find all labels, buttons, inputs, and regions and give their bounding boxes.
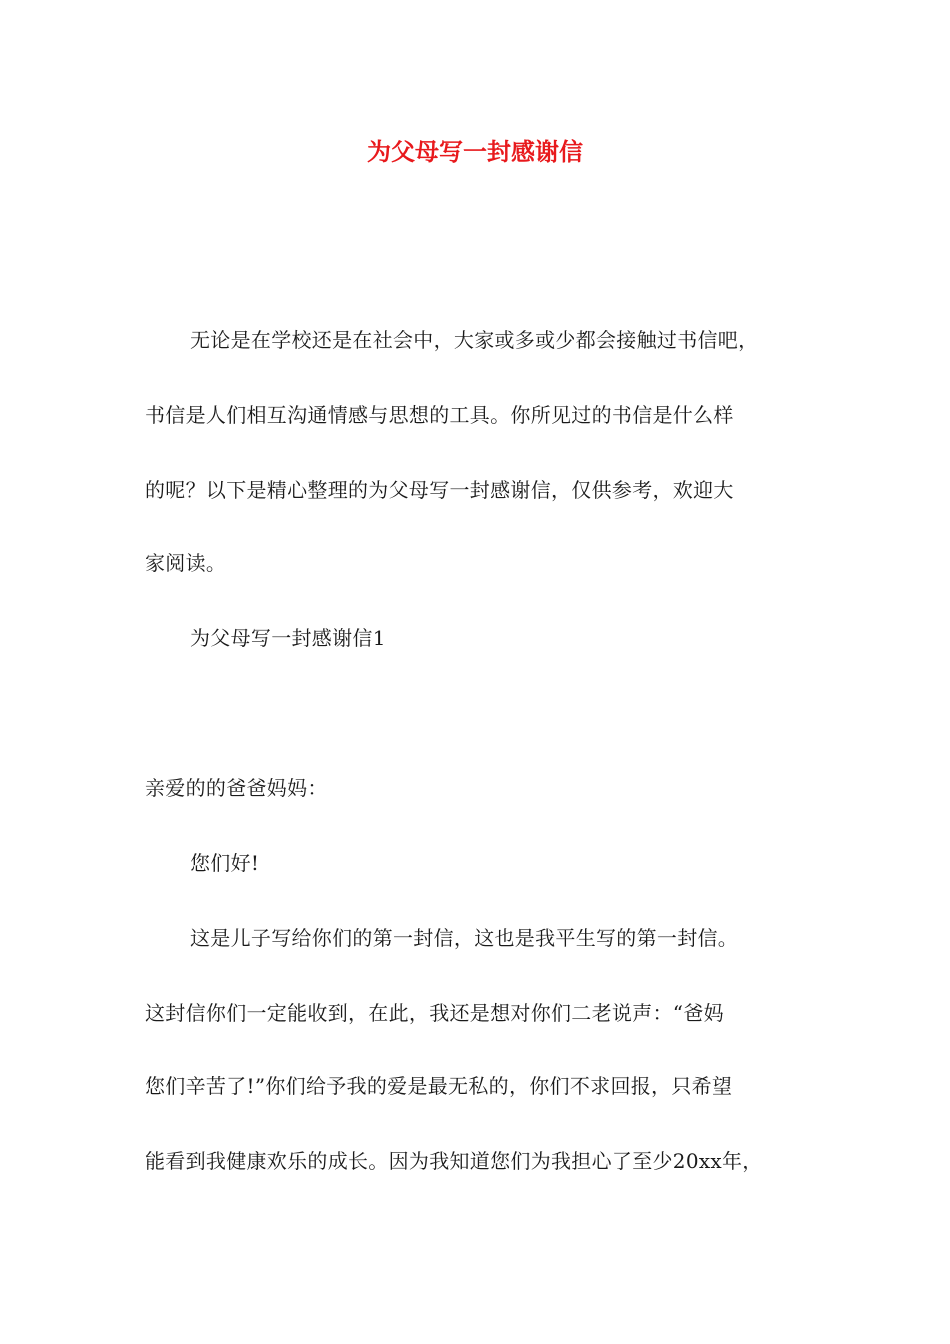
- letter-body-line-1: 这是儿子写给你们的第一封信，这也是我平生写的第一封信。: [190, 926, 739, 950]
- section-heading: 为父母写一封感谢信1: [190, 626, 386, 650]
- paragraph-line-intro-2: 书信是人们相互沟通情感与思想的工具。你所见过的书信是什么样: [145, 403, 734, 427]
- paragraph-line-intro-4: 家阅读。: [145, 551, 227, 575]
- letter-body-line-4: 能看到我健康欢乐的成长。因为我知道您们为我担心了至少20xx年，: [145, 1149, 763, 1173]
- letter-greeting: 您们好!: [190, 851, 260, 875]
- paragraph-line-intro-3: 的呢？以下是精心整理的为父母写一封感谢信，仅供参考，欢迎大: [145, 478, 734, 502]
- paragraph-line-intro-1: 无论是在学校还是在社会中，大家或多或少都会接触过书信吧，: [190, 328, 759, 352]
- document-title: 为父母写一封感谢信: [367, 137, 583, 166]
- letter-salutation: 亲爱的的爸爸妈妈：: [145, 776, 328, 800]
- letter-body-line-2: 这封信你们一定能收到，在此，我还是想对你们二老说声：“爸妈: [145, 1001, 724, 1025]
- letter-body-line-3: 您们辛苦了!”你们给予我的爱是最无私的，你们不求回报，只希望: [145, 1074, 733, 1098]
